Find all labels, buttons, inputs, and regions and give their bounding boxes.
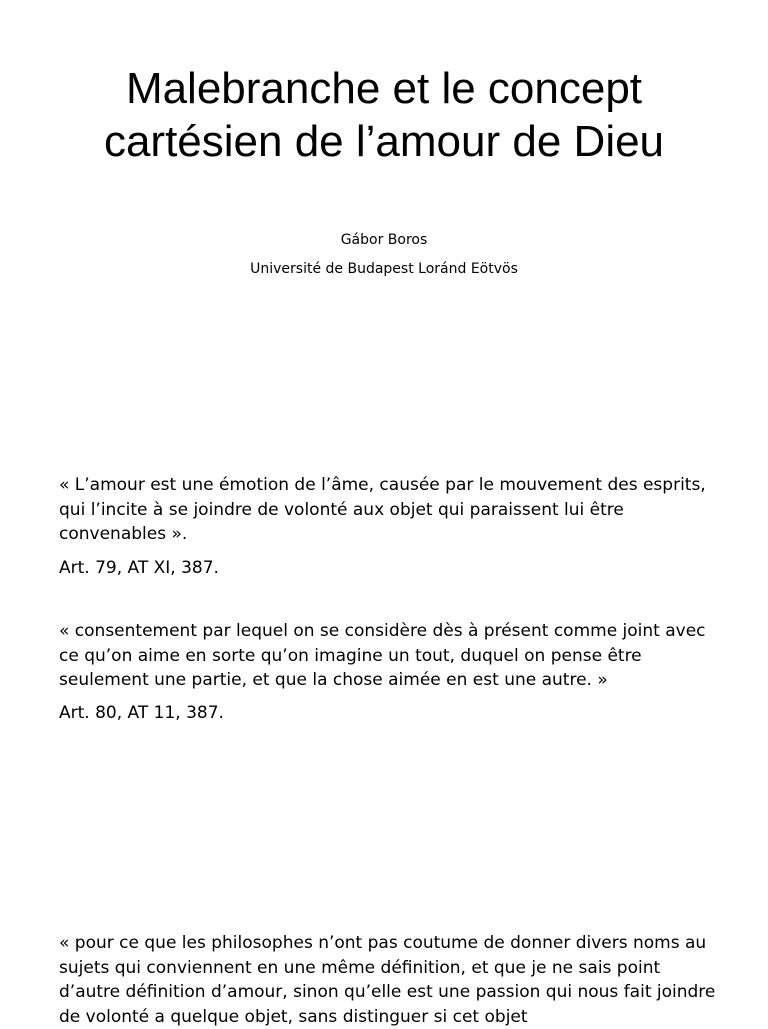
quote-paragraph-3: « pour ce que les philosophes n’ont pas coutume de donner divers noms au sujets qui conviennent en une même définition, et que je ne sais point d’autre définition d’amour, sinon qu’elle est une passion qui nous fait joindre de volonté a quelque objet, sans distinguer si cet objet [59,933,716,1027]
slide-title: Malebranche et le concept cartésien de l’amour de Dieu [103,64,665,166]
reference-2: Art. 80, AT 11, 387. [59,703,224,723]
quote-paragraph-1: « L’amour est une émotion de l’âme, causée par le mouvement des esprits, qui l’incite à se joindre de volonté aux objet qui paraissent lui être convenables ». [59,475,706,544]
quote-paragraph-2: « consentement par lequel on se considère dès à présent comme joint avec ce qu’on aime en sorte qu’on imagine un tout, duquel on pense être seulement une partie, et que la chose aimée en est une autre. » [59,621,706,690]
author-name: Gábor Boros [340,232,428,248]
reference-1: Art. 79, AT XI, 387. [59,558,219,578]
author-affiliation: Université de Budapest Loránd Eötvös [250,261,518,277]
